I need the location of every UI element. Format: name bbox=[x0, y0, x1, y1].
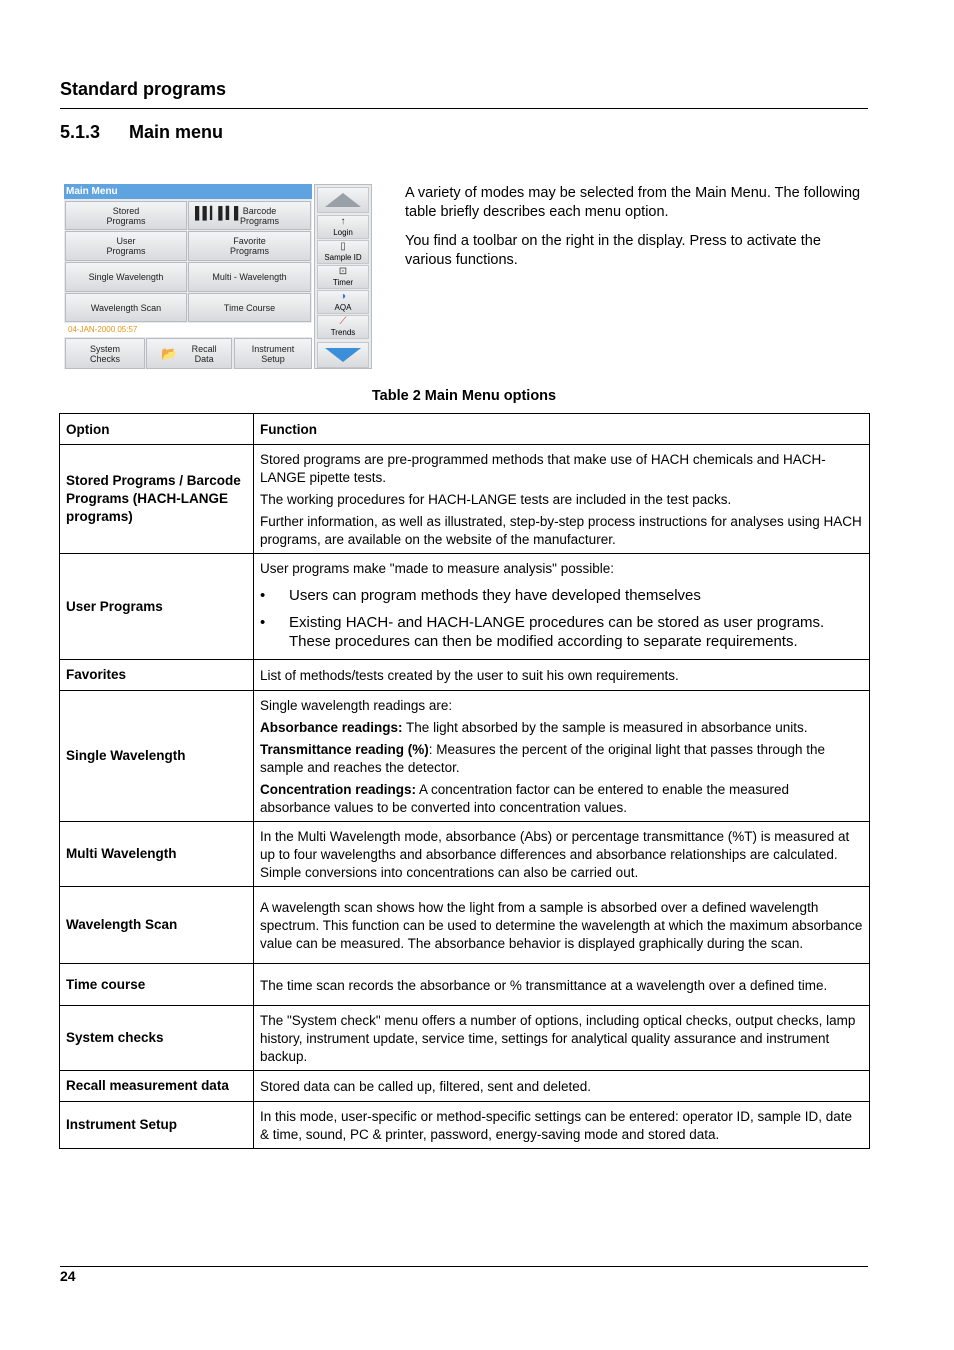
table-row bbox=[60, 660, 870, 691]
section-heading bbox=[60, 122, 223, 143]
function-text: List of methods/tests created by the user to suit his own requirements. bbox=[260, 668, 679, 683]
wavelength-scan-button[interactable] bbox=[65, 293, 187, 322]
recall-data-button[interactable] bbox=[146, 338, 232, 369]
favorite-programs-button[interactable] bbox=[188, 231, 311, 261]
button-label: Barcode Programs bbox=[239, 205, 279, 226]
aqa-icon: ◑ bbox=[339, 291, 347, 302]
scroll-down-arrow-icon[interactable] bbox=[317, 342, 369, 368]
toolbar-label: Trends bbox=[330, 328, 356, 337]
option-cell: Single Wavelength bbox=[60, 691, 254, 822]
option-cell: Instrument Setup bbox=[60, 1102, 254, 1149]
button-label: Multi - Wavelength bbox=[212, 272, 287, 282]
footer-rule bbox=[60, 1266, 868, 1267]
list-item: • Users can program methods they have developed themselves bbox=[260, 586, 863, 605]
function-text: The working procedures for HACH-LANGE tests are included in the test packs. bbox=[260, 492, 732, 507]
function-cell bbox=[254, 1102, 870, 1149]
running-header: Standard programs bbox=[60, 79, 227, 99]
trends-button[interactable] bbox=[317, 315, 369, 339]
option-cell: Recall measurement data bbox=[60, 1071, 254, 1102]
aqa-button[interactable] bbox=[317, 290, 369, 314]
table-row bbox=[60, 964, 870, 1006]
table-header-row bbox=[60, 414, 870, 445]
table-row bbox=[60, 554, 870, 660]
button-label: Wavelength Scan bbox=[90, 302, 162, 313]
function-text: In the Multi Wavelength mode, absorbance (Abs) or percentage transmittance (%T) is measured at up to four wavelengths and absorbance differences and absorbance relationships are calculated. Simple conversions into concentrations can also be carried out. bbox=[260, 829, 850, 880]
function-text: Stored programs are pre-programmed methods that make use of HACH chemicals and HACH-LANGE pipette tests. bbox=[260, 452, 826, 485]
barcode-icon: ▌▌▎▌▍▌ bbox=[195, 206, 242, 220]
menu-panel bbox=[64, 184, 312, 369]
table-row bbox=[60, 1071, 870, 1102]
page-number: 24 bbox=[60, 1268, 76, 1284]
function-text bbox=[260, 719, 863, 737]
button-label: Instrument Setup bbox=[251, 343, 295, 364]
term: Transmittance reading (%) bbox=[260, 742, 429, 757]
section-title: Main menu bbox=[129, 122, 224, 142]
function-bullet-list bbox=[260, 586, 863, 651]
definition: The light absorbed by the sample is measured in absorbance units. bbox=[402, 720, 808, 735]
single-wavelength-button[interactable] bbox=[65, 262, 187, 292]
login-button[interactable] bbox=[317, 215, 369, 239]
toolbar-label: Sample ID bbox=[324, 253, 362, 262]
timer-icon: ⊡ bbox=[338, 266, 348, 277]
function-cell bbox=[254, 554, 870, 660]
definition: A concentration factor can be entered to enable the measured absorbance values to be converted into concentration values. bbox=[260, 782, 790, 815]
function-text: Single wavelength readings are: bbox=[260, 698, 453, 713]
option-cell: Stored Programs / Barcode Programs (HACH-LANGE programs) bbox=[60, 445, 254, 554]
option-cell: Multi Wavelength bbox=[60, 822, 254, 887]
function-text: Stored data can be called up, filtered, sent and deleted. bbox=[260, 1079, 591, 1094]
system-checks-button[interactable] bbox=[65, 338, 145, 369]
toolbar-label: AQA bbox=[334, 303, 352, 312]
column-header-function: Function bbox=[254, 414, 870, 445]
multi-wavelength-button[interactable] bbox=[188, 262, 311, 292]
table-caption: Table 2 Main Menu options bbox=[371, 388, 557, 404]
timer-button[interactable] bbox=[317, 265, 369, 289]
intro-text bbox=[405, 184, 870, 280]
term: Absorbance readings: bbox=[260, 720, 403, 735]
option-cell: System checks bbox=[60, 1006, 254, 1071]
button-label: Stored Programs bbox=[106, 205, 146, 226]
instrument-setup-button[interactable] bbox=[234, 338, 312, 369]
option-cell: Time course bbox=[60, 964, 254, 1006]
user-programs-button[interactable] bbox=[65, 231, 187, 261]
section-number: 5.1.3 bbox=[60, 122, 101, 142]
button-label: User Programs bbox=[106, 236, 146, 256]
function-text: The "System check" menu offers a number of options, including optical checks, output checks, lamp history, instrument update, service time, settings for analytical quality assurance and instrument backup. bbox=[260, 1013, 856, 1064]
function-cell bbox=[254, 1071, 870, 1102]
trends-chart-icon: ⟋ bbox=[339, 316, 347, 327]
option-cell: Favorites bbox=[60, 660, 254, 691]
function-text bbox=[260, 781, 863, 817]
button-label: Single Wavelength bbox=[88, 272, 164, 282]
function-text: The time scan records the absorbance or % transmittance at a wavelength over a defined time. bbox=[260, 977, 828, 993]
table-row bbox=[60, 445, 870, 554]
function-text: User programs make "made to measure analysis" possible: bbox=[260, 561, 614, 576]
intro-paragraph: A variety of modes may be selected from the Main Menu. The following table briefly describes each menu option. bbox=[405, 185, 861, 220]
function-text: A wavelength scan shows how the light from a sample is absorbed over a defined wavelength spectrum. This function can be used to determine the wavelength at which the maximum absorbance value can be measured. The absorbance behavior is displayed graphically during the scan. bbox=[260, 900, 863, 951]
column-header-option: Option bbox=[60, 414, 254, 445]
function-cell bbox=[254, 822, 870, 887]
sample-vial-icon: ▯ bbox=[340, 241, 346, 252]
button-label: Recall Data bbox=[191, 343, 217, 364]
button-label: Favorite Programs bbox=[229, 236, 269, 256]
sample-id-button[interactable] bbox=[317, 240, 369, 264]
option-cell: User Programs bbox=[60, 554, 254, 660]
toolbar bbox=[314, 184, 372, 369]
function-text: In this mode, user-specific or method-specific settings can be entered: operator ID, sample ID, date & time, sound, PC & printer, password, energy-saving mode and stored data. bbox=[260, 1109, 853, 1142]
table-row bbox=[60, 1102, 870, 1149]
button-label: System Checks bbox=[89, 343, 120, 364]
stored-programs-button[interactable] bbox=[65, 201, 187, 230]
function-cell bbox=[254, 1006, 870, 1071]
barcode-programs-button[interactable] bbox=[188, 201, 311, 230]
toolbar-label: Login bbox=[333, 228, 353, 237]
main-menu-screenshot bbox=[64, 184, 372, 369]
term: Concentration readings: bbox=[260, 782, 417, 797]
time-course-button[interactable] bbox=[188, 293, 311, 322]
definition: : Measures the percent of the original light that passes through the sample and reaches the detector. bbox=[260, 742, 826, 775]
function-cell bbox=[254, 887, 870, 964]
list-item: • Existing HACH- and HACH-LANGE procedures can be stored as user programs. These procedures can then be modified according to separate requirements. bbox=[260, 613, 863, 651]
folder-icon: 📂 bbox=[161, 345, 178, 361]
header-rule bbox=[60, 108, 868, 109]
scroll-up-arrow-icon[interactable] bbox=[317, 187, 369, 213]
table-row bbox=[60, 887, 870, 964]
screen-title: Main Menu bbox=[64, 184, 312, 199]
function-cell bbox=[254, 964, 870, 1006]
intro-paragraph: You find a toolbar on the right in the display. Press to activate the various functions. bbox=[405, 233, 821, 268]
function-cell bbox=[254, 691, 870, 822]
table-row bbox=[60, 822, 870, 887]
main-menu-options-table bbox=[59, 413, 870, 1149]
button-label: Time Course bbox=[223, 302, 276, 313]
toolbar-label: Timer bbox=[332, 278, 354, 287]
table-row bbox=[60, 1006, 870, 1071]
datetime-display: 04-JAN-2000 05:57 bbox=[64, 323, 312, 337]
function-cell bbox=[254, 445, 870, 554]
function-text bbox=[260, 741, 863, 777]
option-cell: Wavelength Scan bbox=[60, 887, 254, 964]
login-icon: ↑ bbox=[340, 216, 346, 227]
table-row bbox=[60, 691, 870, 822]
function-text: Further information, as well as illustrated, step-by-step process instructions for analyses using HACH programs, are available on the website of the manufacturer. bbox=[260, 514, 862, 547]
function-cell bbox=[254, 660, 870, 691]
